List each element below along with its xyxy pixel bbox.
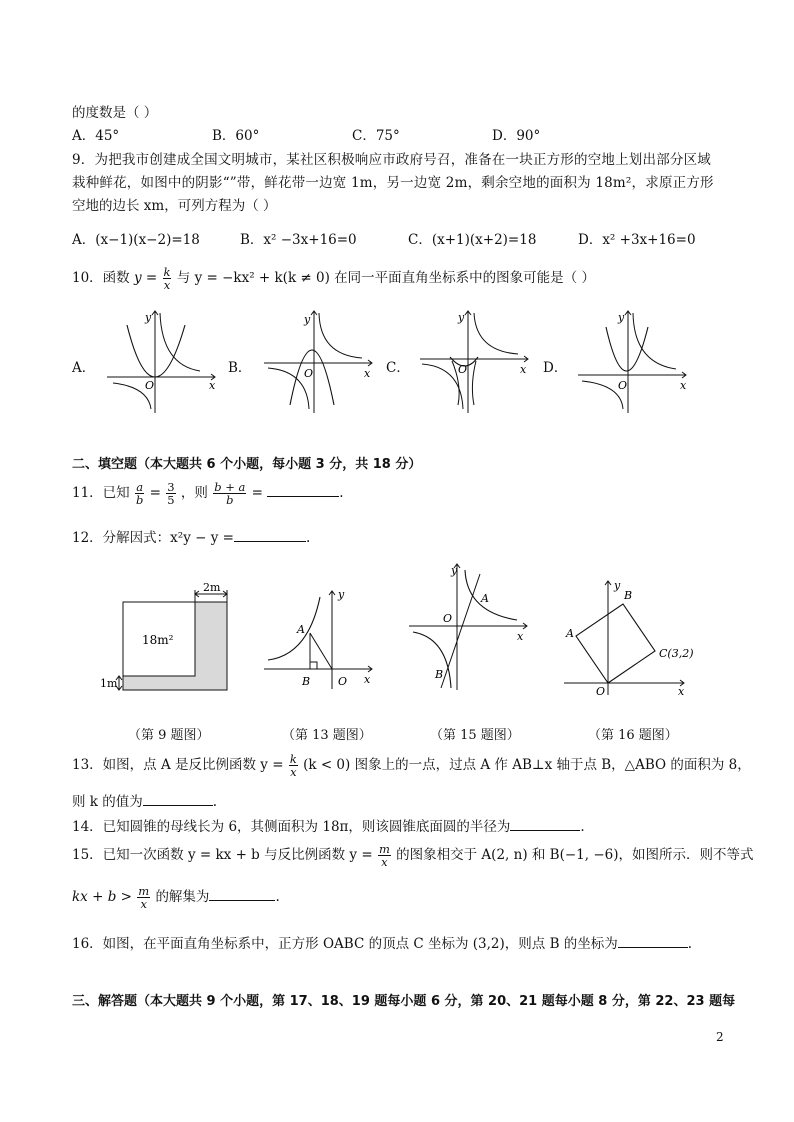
section3-title: 三、解答题（本大题共 9 个小题，第 17、18、19 题每小题 6 分，第 20、21 题每小题 8 分，第 22、23 题每 — [72, 994, 736, 1009]
q13-answer-blank[interactable] — [143, 792, 213, 806]
q10-stem — [72, 265, 595, 291]
q10-frac-den: x — [163, 278, 171, 292]
fig16-y-label: y — [614, 579, 621, 592]
q13-stem-line2 — [72, 790, 217, 810]
q12-answer-blank[interactable] — [234, 528, 306, 542]
q9-stem-line3: 空地的边长 xm，可列方程为（ ） — [72, 198, 277, 214]
q15-stem-line2 — [72, 884, 280, 910]
q8-option-b: B．60° — [212, 128, 260, 144]
q11-eq1: = — [149, 485, 161, 501]
q10-graph-b — [262, 305, 377, 415]
q10a-o-label: O — [145, 379, 155, 392]
q15-answer-blank[interactable] — [209, 887, 275, 901]
q12-stem — [72, 526, 310, 546]
fig9-side-label: 1m — [100, 677, 118, 690]
q14-end: . — [580, 819, 585, 835]
q16-end: . — [687, 936, 693, 952]
q10-y-eq: y = — [133, 270, 158, 286]
q14-stem — [72, 815, 585, 835]
q8-option-d: D．90° — [492, 128, 541, 144]
q10-graph-c — [418, 305, 533, 415]
q15-fraction2 — [137, 885, 150, 910]
q9-stem-line1: 9．为把我市创建成全国文明城市，某社区积极响应市政府号召，准备在一块正方形的空地上划出部分区域 — [72, 152, 711, 168]
fig13-o-label: O — [338, 675, 348, 688]
q11-frac2-num: 3 — [167, 480, 175, 494]
q13-line1-pre: 13．如图，点 A 是反比例函数 y = — [72, 757, 284, 773]
fig15-diagram — [405, 560, 535, 695]
page-number: 2 — [716, 1030, 724, 1044]
fig16-c-label: C(3,2) — [659, 647, 694, 660]
q10a-x-label: x — [209, 379, 216, 392]
q15-line1-post: 的图象相交于 A(2, n) 和 B(−1, −6)，如图所示．则不等式 — [396, 847, 754, 863]
q10-graph-d — [576, 305, 691, 415]
fig16-b-label: B — [624, 589, 633, 602]
q13-line2: 则 k 的值为 — [72, 794, 143, 810]
q11-frac3-den: b — [226, 493, 234, 507]
fig16-x-label: x — [678, 685, 685, 698]
q11-frac3-num: b + a — [214, 480, 246, 494]
q11-frac1-den: b — [135, 493, 144, 507]
fig13-caption: （第 13 题图） — [282, 728, 372, 743]
q13-frac-den: x — [290, 765, 297, 779]
fig15-a-label: A — [481, 592, 489, 605]
q12-text: 12．分解因式：x²y − y = — [72, 530, 234, 546]
fig9-top-label: 2m — [203, 581, 221, 594]
q15-fraction1 — [378, 843, 391, 868]
q15-line2-pre: kx + b > — [72, 889, 132, 905]
q10b-o-label: O — [304, 367, 314, 380]
q10-option-b: B． — [228, 360, 252, 376]
q13-frac-num: k — [289, 752, 297, 766]
q12-end: . — [305, 530, 311, 546]
q11-stem — [72, 480, 344, 506]
q11-end: . — [339, 485, 344, 501]
q16-text: 16．如图，在平面直角坐标系中，正方形 OABC 的顶点 C 坐标为 (3,2)，则点 B 的坐标为 — [72, 936, 618, 952]
q11-frac3 — [213, 481, 246, 506]
fig15-b-label: B — [435, 668, 444, 681]
fig15-x-label: x — [517, 630, 524, 643]
q10d-o-label: O — [618, 379, 628, 392]
fig16-diagram — [560, 575, 694, 700]
q15-line1-pre: 15．已知一次函数 y = kx + b 与反比例函数 y = — [72, 847, 373, 863]
q10b-x-label: x — [364, 367, 371, 380]
fig13-x-label: x — [364, 673, 371, 686]
q14-text: 14．已知圆锥的母线长为 6，其侧面积为 18π，则该圆锥底面圆的半径为 — [72, 819, 511, 835]
q15-frac2-den: x — [140, 897, 147, 911]
q9-option-c: C．(x+1)(x+2)=18 — [408, 232, 537, 248]
q10-option-d: D． — [543, 360, 568, 376]
q10c-o-label: O — [458, 363, 468, 376]
q15-line2-post: 的解集为 — [155, 889, 210, 905]
q11-frac2-den: 5 — [167, 493, 175, 507]
q10-middle: 与 y = −kx² + k(k ≠ 0) 在同一平面直角坐标系中的图象可能是（ ） — [176, 270, 595, 286]
q10-frac-num: k — [163, 265, 171, 279]
q10c-y-label: y — [458, 311, 465, 324]
q10c-x-label: x — [520, 363, 527, 376]
q13-fraction — [289, 753, 298, 778]
q16-answer-blank[interactable] — [618, 934, 688, 948]
q10-graph-a — [105, 305, 220, 415]
q9-stem-line2: 栽种鲜花，如图中的阴影“”带，鲜花带一边宽 1m，另一边宽 2m，剩余空地的面积为 18m²，求原正方形 — [72, 175, 714, 191]
q9-option-d: D．x² +3x+16=0 — [578, 232, 696, 248]
fig16-o-label: O — [596, 685, 606, 698]
section2-title: 二、填空题（本大题共 6 个小题，每小题 3 分，共 18 分） — [72, 457, 422, 472]
q9-option-a: A．(x−1)(x−2)=18 — [72, 232, 200, 248]
q11-frac2 — [166, 481, 175, 506]
q10-option-a: A． — [72, 360, 96, 376]
q15-frac2-num: m — [138, 884, 150, 898]
fig9-area-label: 18m² — [142, 633, 174, 647]
q11-prefix: 11．已知 — [72, 485, 130, 501]
q10-option-c: C． — [386, 360, 410, 376]
q11-answer-blank[interactable] — [267, 483, 339, 497]
q15-end: . — [275, 889, 280, 905]
q11-frac1-num: a — [136, 480, 144, 494]
fig13-a-label: A — [297, 623, 305, 636]
q9-option-b: B．x² −3x+16=0 — [240, 232, 357, 248]
fig15-o-label: O — [443, 612, 453, 625]
q11-frac1 — [135, 481, 144, 506]
fig9-caption: （第 9 题图） — [128, 728, 210, 743]
q15-stem-line1 — [72, 842, 754, 868]
q13-line1-post: (k < 0) 图象上的一点，过点 A 作 AB⊥x 轴于点 B，△ABO 的面积为 8， — [303, 757, 751, 773]
q15-frac1-num: m — [378, 842, 390, 856]
q14-answer-blank[interactable] — [510, 817, 580, 831]
q8-option-c: C．75° — [352, 128, 400, 144]
q8-option-a: A．45° — [72, 128, 120, 144]
q11-eq2: = — [251, 485, 263, 501]
q10b-y-label: y — [304, 313, 311, 326]
fig15-caption: （第 15 题图） — [430, 728, 520, 743]
fig16-caption: （第 16 题图） — [588, 728, 678, 743]
q13-end: . — [212, 794, 218, 810]
q15-frac1-den: x — [381, 855, 388, 869]
q10d-x-label: x — [680, 379, 687, 392]
fig15-y-label: y — [451, 564, 458, 577]
q10-fraction — [163, 266, 172, 291]
q16-stem — [72, 932, 692, 952]
fig13-b-label: B — [302, 675, 311, 688]
q10-prefix: 10．函数 — [72, 270, 130, 286]
q8-stem-tail: 的度数是（ ） — [72, 105, 158, 121]
fig16-a-label: A — [566, 627, 574, 640]
q10a-y-label: y — [145, 311, 152, 324]
q11-mid: ，则 — [180, 485, 208, 501]
fig13-y-label: y — [338, 588, 345, 601]
q13-stem-line1 — [72, 752, 751, 778]
fig9-diagram — [95, 580, 245, 700]
fig13-diagram — [260, 585, 380, 695]
q10d-y-label: y — [618, 311, 625, 324]
